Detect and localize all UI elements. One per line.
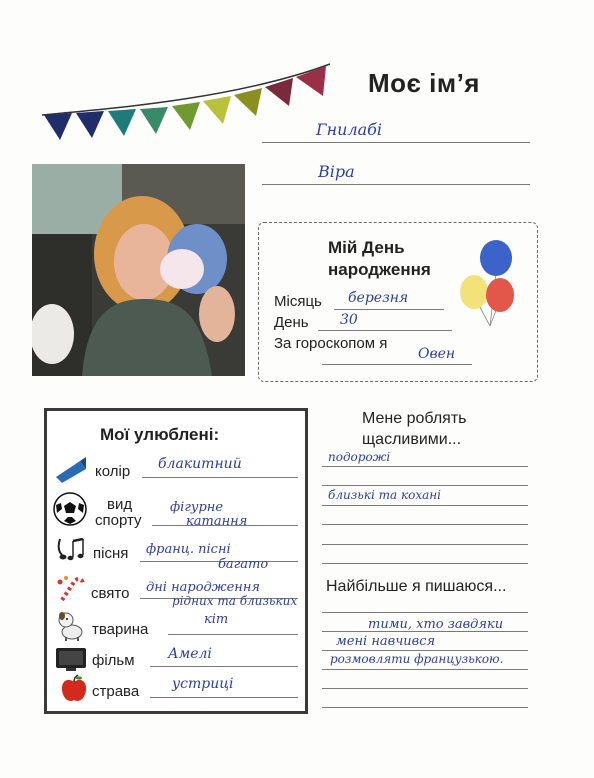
fav-color-value: блакитний bbox=[158, 456, 242, 472]
fav-animal-label: тварина bbox=[92, 621, 149, 638]
happy-line-6 bbox=[322, 563, 528, 564]
happy-heading bbox=[362, 410, 467, 449]
music-note-icon bbox=[56, 535, 90, 565]
fav-color-label: колір bbox=[95, 463, 131, 480]
horoscope-label: За гороскопом я bbox=[274, 335, 388, 352]
proud-text-2: мені навчився bbox=[336, 634, 436, 649]
happy-line-3 bbox=[322, 505, 528, 506]
happy-item-2: близькі та кохані bbox=[328, 488, 441, 502]
fav-sport-value-line2: катання bbox=[186, 514, 248, 529]
fav-dish-value: устриці bbox=[172, 676, 234, 692]
fav-holiday-label: свято bbox=[91, 585, 130, 602]
fav-film-value: Амелі bbox=[168, 646, 212, 662]
day-label: День bbox=[274, 314, 309, 331]
favorites-heading: Мої улюблені: bbox=[100, 425, 220, 444]
happy-line-1 bbox=[322, 466, 528, 467]
month-line bbox=[334, 309, 444, 310]
profile-photo bbox=[32, 164, 245, 376]
fav-film-label: фільм bbox=[92, 652, 135, 669]
surname-line bbox=[262, 142, 530, 143]
proud-line-5 bbox=[322, 688, 528, 689]
balloons-icon bbox=[458, 238, 522, 328]
fav-animal-value: кіт bbox=[204, 612, 229, 627]
candy-cane-icon bbox=[54, 574, 88, 604]
day-line bbox=[318, 330, 452, 331]
fav-sport-label-line1: вид bbox=[107, 496, 133, 513]
proud-line-6 bbox=[322, 707, 528, 708]
birthday-heading-line2: народження bbox=[328, 260, 431, 279]
proud-line-4 bbox=[322, 669, 528, 670]
horoscope-line bbox=[322, 364, 472, 365]
fav-song-label: пісня bbox=[93, 545, 129, 562]
happy-heading-line2: щасливими... bbox=[362, 431, 462, 448]
proud-text-3: розмовляти французькою. bbox=[330, 652, 504, 666]
day-value: 30 bbox=[340, 312, 358, 328]
surname-value: Гнилабі bbox=[316, 120, 383, 139]
proud-text-1: тими, хто завдяки bbox=[368, 617, 504, 632]
apple-icon bbox=[58, 673, 90, 705]
proud-heading: Найбільше я пишаюся... bbox=[326, 578, 507, 595]
happy-line-5 bbox=[322, 544, 528, 545]
fav-dish-line bbox=[150, 697, 298, 698]
birthday-heading-line1: Мій День bbox=[328, 238, 405, 257]
happy-item-1: подорожі bbox=[328, 450, 391, 464]
fav-sport-label-line2: спорту bbox=[95, 512, 142, 529]
fav-holiday-value-line1: дні народження bbox=[146, 580, 260, 595]
fav-film-line bbox=[150, 666, 298, 667]
happy-line-2 bbox=[322, 485, 528, 486]
fav-animal-line bbox=[168, 634, 298, 635]
proud-line-3 bbox=[322, 650, 528, 651]
month-value: березня bbox=[348, 290, 409, 306]
month-label: Місяць bbox=[274, 293, 322, 310]
happy-heading-line1: Мене роблять bbox=[362, 410, 467, 427]
bunting-flags bbox=[44, 66, 326, 140]
soccer-ball-icon bbox=[52, 491, 88, 527]
fav-color-line bbox=[142, 477, 298, 478]
happy-line-4 bbox=[322, 524, 528, 525]
name-line bbox=[262, 184, 530, 185]
page-title: Моє ім’я bbox=[368, 68, 480, 98]
proud-line-1 bbox=[322, 612, 528, 613]
horoscope-value: Овен bbox=[418, 346, 456, 362]
fav-song-value-line1: франц. пісні bbox=[146, 542, 231, 557]
tv-icon bbox=[54, 645, 88, 675]
dog-icon bbox=[54, 608, 88, 642]
birthday-heading bbox=[328, 238, 431, 280]
bunting-garland bbox=[38, 58, 338, 158]
fav-holiday-value-line2: рідних та близьких bbox=[172, 594, 298, 608]
fav-sport-value-line1: фігурне bbox=[170, 500, 224, 515]
fav-song-value-line2: багато bbox=[218, 557, 269, 572]
crayon-icon bbox=[54, 455, 88, 485]
name-value: Віра bbox=[318, 162, 355, 181]
fav-dish-label: страва bbox=[92, 683, 140, 700]
